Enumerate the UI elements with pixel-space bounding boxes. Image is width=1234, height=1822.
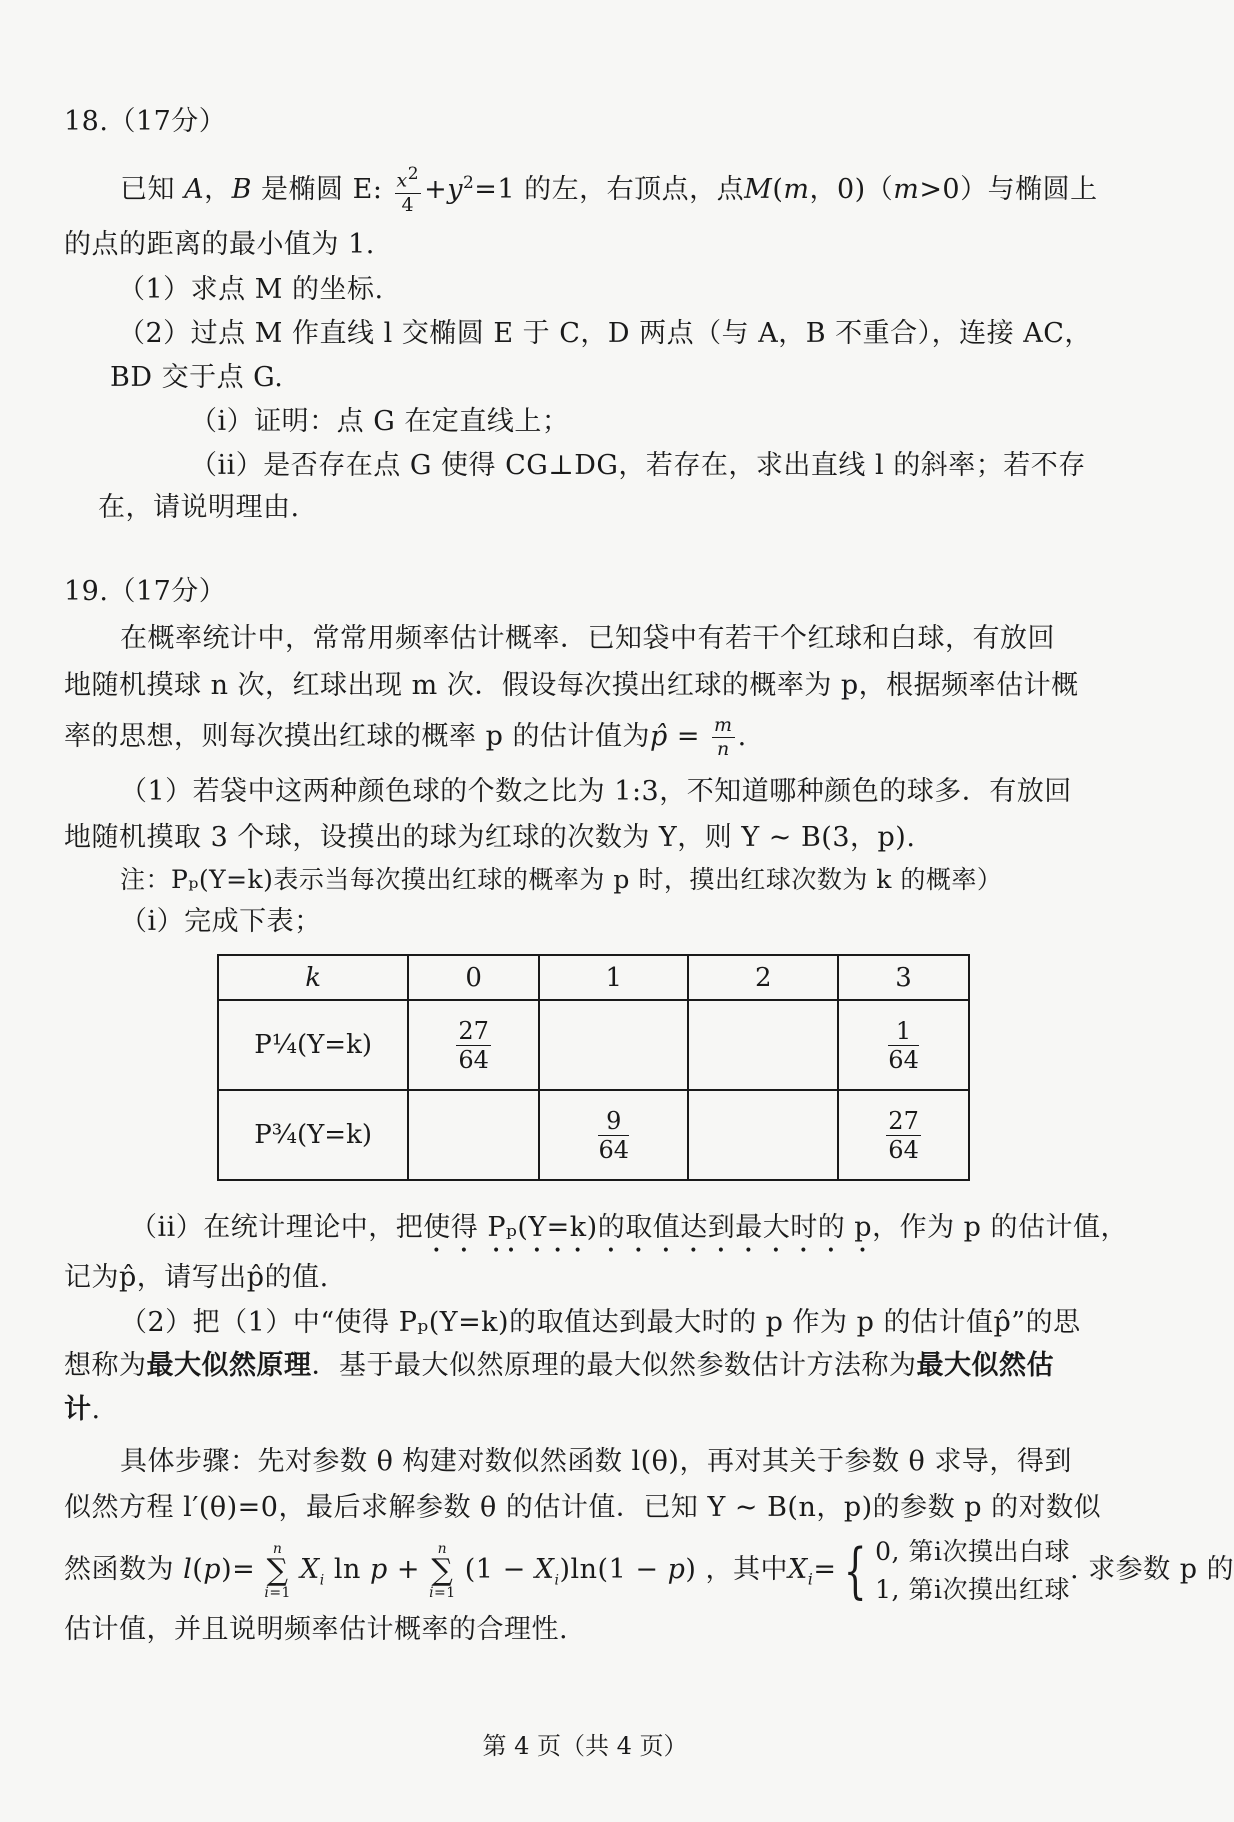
q18-part2-ii-line1: （ii）是否存在点 G 使得 CG⊥DG，若存在，求出直线 l 的斜率；若不存: [190, 450, 1086, 481]
q19-steps-line1: 具体步骤：先对参数 θ 构建对数似然函数 l(θ)，再对其关于参数 θ 求导，得到: [120, 1446, 1072, 1477]
q19-steps-line2: 似然方程 l′(θ)=0，最后求解参数 θ 的估计值．已知 Y ~ B(n，p)的参数 p 的对数似: [64, 1492, 1102, 1523]
header-k: k: [218, 955, 408, 1000]
q18-label: 18.（17分）: [64, 106, 227, 137]
table-row: [218, 1090, 969, 1180]
q18-part2-line1: （2）过点 M 作直线 l 交椭圆 E 于 C，D 两点（与 A，B 不重合），连接 AC，: [118, 318, 1092, 349]
q18-part2-line2: BD 交于点 G.: [110, 362, 284, 393]
row2-cell-3: $\frac{27}{64}$: [838, 1090, 969, 1180]
q19-part1-ii-line1: （ii）在统计理论中，把使得 Pₚ(Y=k)的取值达到最大时的 p，作为 p 的估计值，: [130, 1212, 1129, 1243]
q19-note: 注：Pₚ(Y=k)表示当每次摸出红球的概率为 p 时，摸出红球次数为 k 的概率）: [120, 865, 1003, 894]
log-likelihood-formula: l(p)= n ∑ i=1 $X_i$ ln p + n ∑ i=1 $(1 - X_i)\ln(1 - p)$: [183, 1540, 706, 1601]
header-1: 1: [539, 955, 688, 1000]
row2-cell-1: $\frac{9}{64}$: [539, 1090, 688, 1180]
q19-part1-line2: 地随机摸取 3 个球，设摸出的球为红球的次数为 Y，则 Y ~ B(3，p).: [64, 822, 916, 853]
q19-intro-line1: 在概率统计中，常常用频率估计概率．已知袋中有若干个红球和白球，有放回: [120, 623, 1055, 654]
table-header-row: [218, 955, 969, 1000]
probability-table: [217, 954, 970, 1181]
row2-cell-2-empty[interactable]: [688, 1090, 838, 1180]
q19-steps-line3: 然函数为 l(p)= n ∑ i=1 $X_i$ ln p + n ∑ i=1 $(1 - X_i)\ln(1 - p)$ ，其中$X_i=$ { 0, 第i次摸出白球 1, 第i次摸出红球 . 求参数 p 的: [64, 1530, 1234, 1620]
q18-intro-line1: 已知 A，B 是椭圆 E: $\frac{x^2}{4}$ $+y^2=1$ 的左，右顶点，点M(m，0)（m>0）与椭圆上: [120, 164, 1098, 216]
row1-cell-3: $\frac{1}{64}$: [838, 1000, 969, 1090]
header-2: 2: [688, 955, 838, 1000]
m-over-n-fraction: $\frac{m}{n}$: [714, 714, 733, 760]
q18-part2-i: （i）证明：点 G 在定直线上；: [190, 406, 570, 437]
row1-label: P¼(Y=k): [218, 1000, 408, 1090]
q18-intro-line2: 的点的距离的最小值为 1.: [64, 229, 375, 260]
q19-part2-line2: 想称为最大似然原理．基于最大似然原理的最大似然参数估计方法称为最大似然估: [64, 1350, 1054, 1381]
q19-steps-line4: 估计值，并且说明频率估计概率的合理性.: [64, 1614, 569, 1645]
q19-intro-line3: 率的思想，则每次摸出红球的概率 p 的估计值为p̂ = $\frac{m}{n}$ .: [64, 714, 747, 760]
table-row: [218, 1000, 969, 1090]
q19-part1-line1: （1）若袋中这两种颜色球的个数之比为 1:3，不知道哪种颜色的球多．有放回: [120, 776, 1072, 807]
row1-cell-1-empty[interactable]: [539, 1000, 688, 1090]
q19-part2-line3: 计.: [64, 1394, 101, 1425]
header-0: 0: [408, 955, 539, 1000]
q19-part2-line1: （2）把（1）中“使得 Pₚ(Y=k)的取值达到最大时的 p 作为 p 的估计值p̂”的思: [120, 1307, 1081, 1338]
q19-part1-ii-line2: 记为p̂，请写出p̂的值.: [64, 1262, 329, 1293]
row2-cell-0-empty[interactable]: [408, 1090, 539, 1180]
q18-part2-ii-line2: 在，请说明理由.: [98, 492, 300, 523]
x2-over-4-fraction: $\frac{x^2}{4}$: [396, 164, 420, 216]
row1-cell-0: $\frac{27}{64}$: [408, 1000, 539, 1090]
indicator-cases: 0, 第i次摸出白球 1, 第i次摸出红球: [875, 1536, 1070, 1604]
q19-label: 19.（17分）: [64, 576, 227, 607]
header-3: 3: [838, 955, 969, 1000]
page-footer: 第 4 页（共 4 页）: [482, 1732, 688, 1760]
q19-part1-i: （i）完成下表；: [120, 906, 322, 937]
row2-label: P¾(Y=k): [218, 1090, 408, 1180]
row1-cell-2-empty[interactable]: [688, 1000, 838, 1090]
q18-part1: （1）求点 M 的坐标.: [118, 274, 384, 305]
q19-intro-line2: 地随机摸球 n 次，红球出现 m 次．假设每次摸出红球的概率为 p，根据频率估计概: [64, 670, 1079, 701]
